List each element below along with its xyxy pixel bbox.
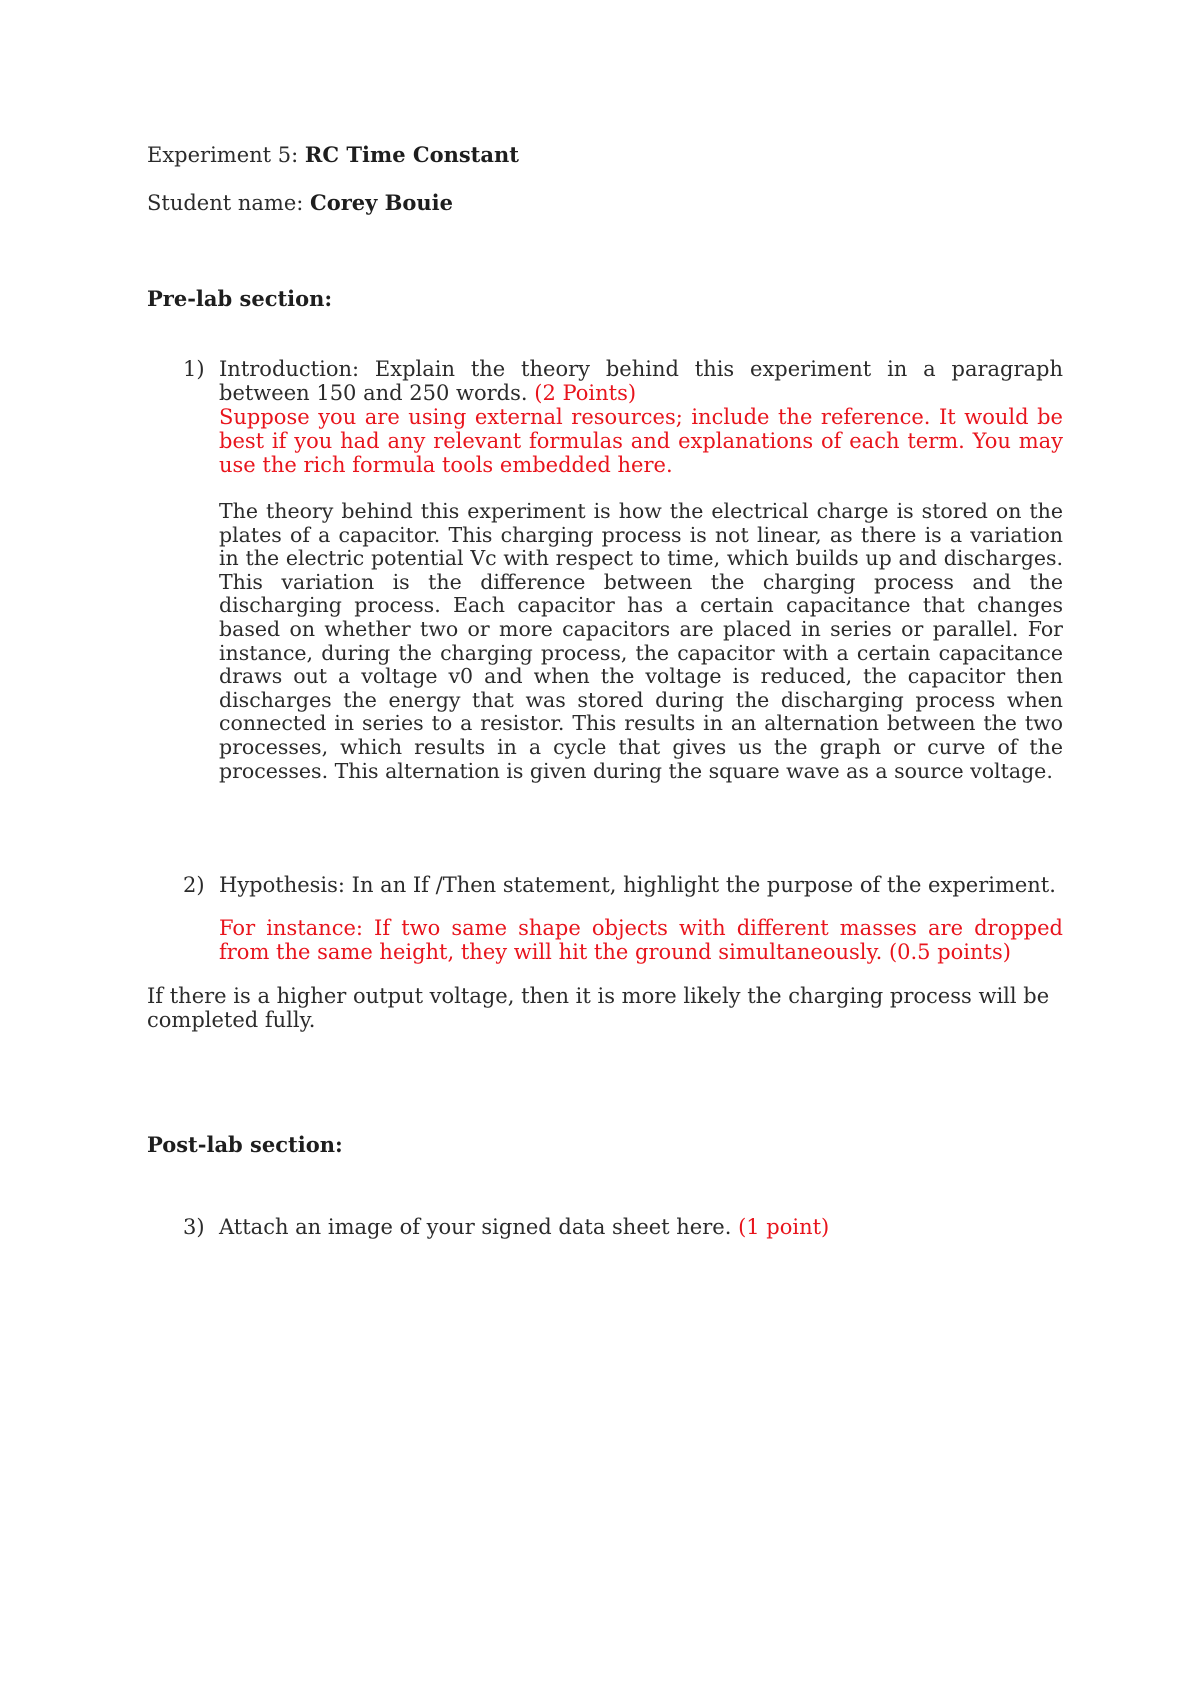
item-1-answer: The theory behind this experiment is how the electrical charge is stored on the plates of a capacitor. This charging process is not linear, as there is a variation in the electric potential Vc with respect to time, which builds up and discharges. This variation is the difference between the charging process and the discharging process. Each capacitor has a certain capacitance that changes based on whether two or more capacitors are placed in series or parallel. For instance, during the charging process, the capacitor with a certain capacitance draws out a voltage v0 and when the voltage is reduced, the capacitor then discharges the energy that was stored during the discharging process when connected in series to a resistor. This results in an alternation between the two processes, which results in a cycle that gives us the graph or curve of the processes. This alternation is given during the square wave as a source voltage. xyxy=(219,499,1063,783)
experiment-line xyxy=(147,143,519,167)
student-name: Corey Bouie xyxy=(310,190,454,215)
item-1-points: (2 Points) xyxy=(534,381,637,405)
student-prefix: Student name: xyxy=(147,191,310,215)
hypothesis-answer: If there is a higher output voltage, then it is more likely the charging process will be completed fully. xyxy=(147,984,1050,1032)
item-2-body xyxy=(219,873,1063,964)
student-line xyxy=(147,191,453,215)
item-1-prompt: Introduction: Explain the theory behind this experiment in a paragraph between 150 and 250 words. xyxy=(219,357,1063,405)
item-3-prompt: Attach an image of your signed data sheet here. xyxy=(219,1215,739,1239)
item-2-number: 2) xyxy=(183,873,205,897)
item-1-body xyxy=(219,357,1063,783)
prelab-heading: Pre-lab section: xyxy=(147,286,333,311)
item-3-body xyxy=(219,1215,1063,1239)
item-2-instruction: For instance: If two same shape objects with different masses are dropped from the same height, they will hit the ground simultaneously. (0.5 points) xyxy=(219,916,1063,964)
item-2-prompt: Hypothesis: In an If /Then statement, highlight the purpose of the experiment. xyxy=(219,873,1056,897)
item-1-instruction: Suppose you are using external resources; include the reference. It would be best if you had any relevant formulas and explanations of each term. You may use the rich formula tools embedded here. xyxy=(219,405,1063,477)
experiment-prefix: Experiment 5: xyxy=(147,143,305,167)
postlab-heading: Post-lab section: xyxy=(147,1132,343,1157)
item-1-prompt-block xyxy=(219,357,1063,405)
item-1-number: 1) xyxy=(183,357,205,381)
item-3-points: (1 point) xyxy=(738,1215,830,1239)
experiment-title: RC Time Constant xyxy=(304,142,519,167)
item-3-number: 3) xyxy=(183,1215,205,1239)
